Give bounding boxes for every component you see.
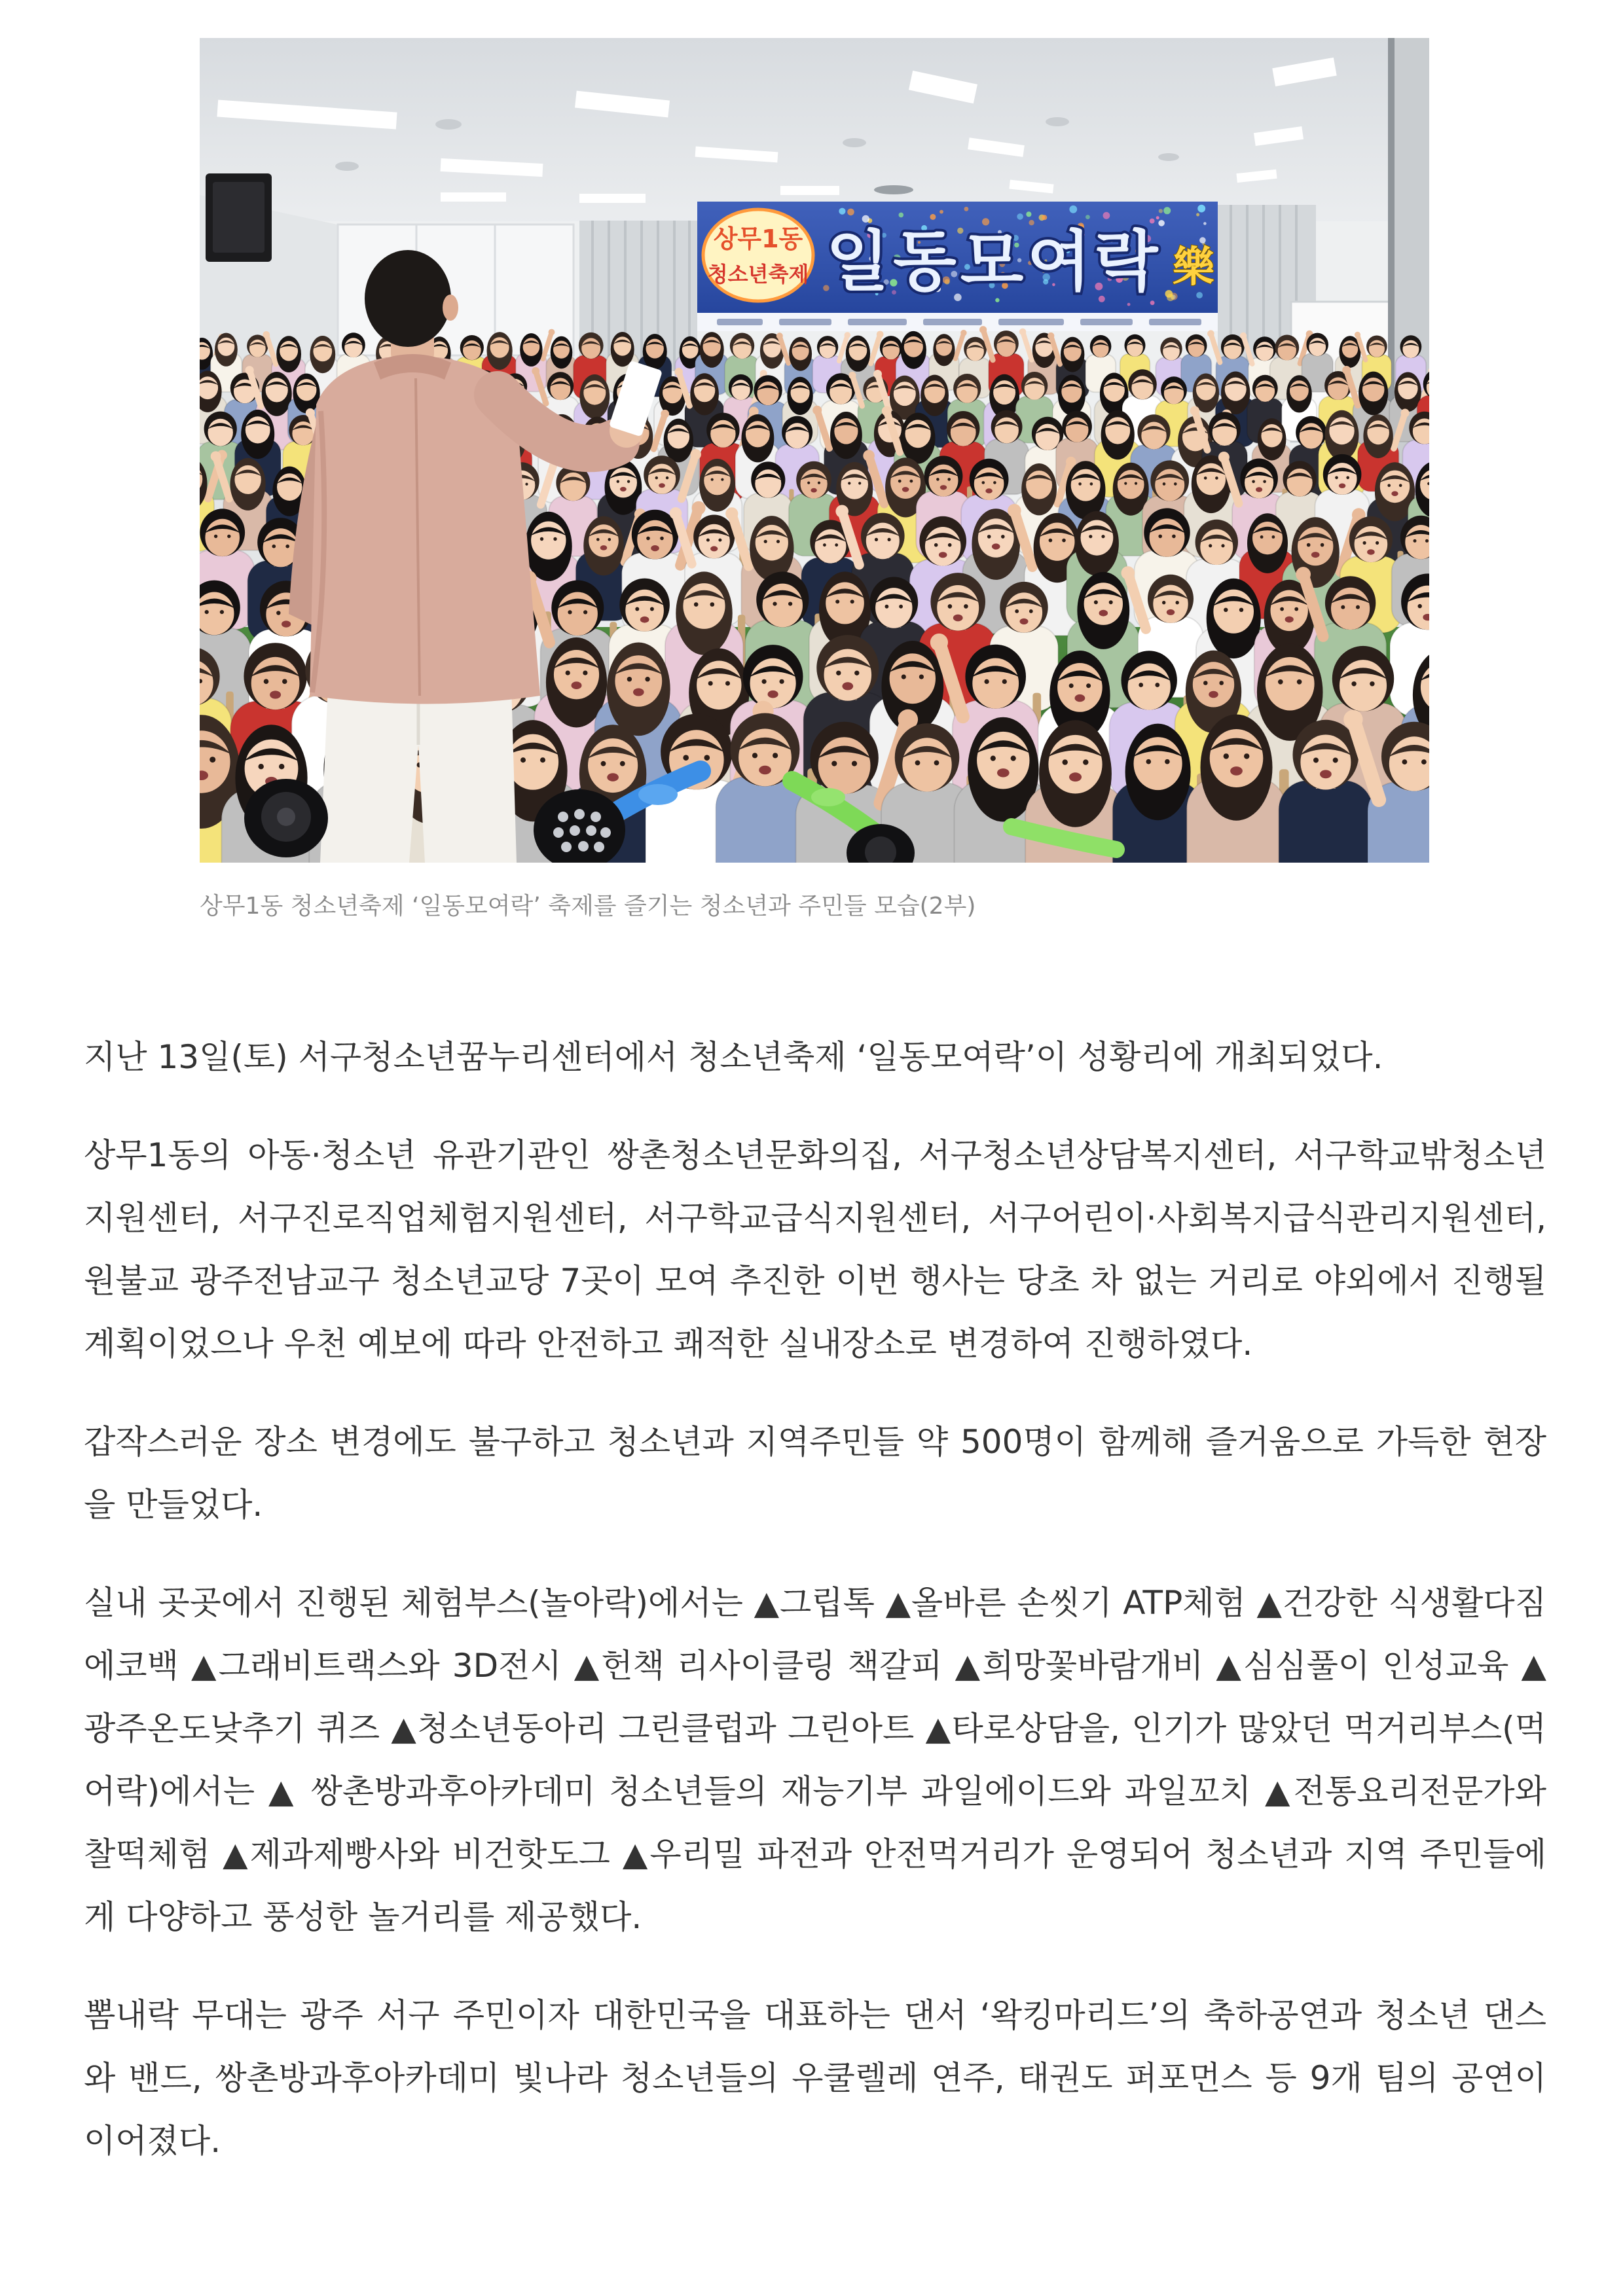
confetti-dot	[1159, 209, 1163, 213]
confetti-dot	[1196, 292, 1203, 298]
confetti-dot	[1203, 222, 1207, 225]
confetti-dot	[964, 207, 969, 211]
festival-photo	[200, 38, 1429, 863]
confetti-dot	[1085, 215, 1090, 219]
article-photo	[200, 38, 1429, 863]
confetti-dot	[1156, 216, 1159, 219]
stage-light	[244, 779, 328, 857]
confetti-dot	[1103, 212, 1110, 219]
sponsor-logos	[717, 319, 1201, 325]
confetti-dot	[1196, 213, 1199, 217]
banner-badge	[703, 209, 813, 301]
presenter-head	[365, 250, 451, 347]
confetti-dot	[1026, 211, 1031, 217]
confetti-dot	[862, 215, 869, 223]
confetti-dot	[1042, 215, 1047, 220]
banner-badge-line2: 청소년축제	[707, 262, 809, 287]
banner-title: 일동모여락	[826, 223, 1162, 300]
paragraph: 지난 13일(토) 서구청소년꿈누리센터에서 청소년축제 ‘일동모여락’이 성황리에 개최되었다.	[84, 1038, 1383, 1076]
confetti-dot	[1197, 205, 1205, 213]
confetti-dot	[1167, 294, 1174, 301]
confetti-dot	[939, 210, 943, 214]
confetti-dot	[1127, 303, 1131, 306]
confetti-dot	[1163, 207, 1171, 214]
confetti-dot	[1069, 206, 1077, 213]
banner-badge-line1: 상무1동	[713, 224, 803, 253]
confetti-dot	[930, 214, 936, 220]
paragraph: 실내 곳곳에서 진행된 체험부스(놀아락)에서는 ▲그립톡 ▲올바른 손씻기 ATP체험 ▲건강한 식생활다짐 에코백 ▲그래비트랙스와 3D전시 ▲헌책 리사이클링 책갈피 ▲희망꽃바람개비 ▲심심풀이 인성교육 ▲광주온도낮추기 퀴즈 ▲청소년동아리 그린클럽과 그린아트 ▲타로상담을, 인기가 많았던 먹거리부스(먹어락)에서는 ▲ 쌍촌방과후아카데미 청소년들의 재능기부 과일에이드와 과일꼬치 ▲전통요리전문가와 찰떡체험 ▲제과제빵사와 비건핫도그 ▲우리밀 파전과 안전먹거리가 운영되어 청소년과 지역 주민들에게 다양하고 풍성한 놀거리를 제공했다.	[84, 1584, 1546, 1936]
confetti-dot	[899, 213, 904, 218]
confetti-dot	[1199, 237, 1206, 243]
article-body	[84, 1026, 1546, 2208]
confetti-dot	[1017, 213, 1023, 220]
banner-hanja: 樂	[1173, 243, 1214, 292]
wall-speaker	[206, 173, 272, 262]
event-banner	[697, 202, 1218, 331]
paragraph: 갑작스러운 장소 변경에도 불구하고 청소년과 지역주민들 약 500명이 함께해 즐거움으로 가득한 현장을 만들었다.	[84, 1423, 1546, 1524]
confetti-dot	[847, 209, 854, 216]
confetti-dot	[839, 208, 845, 215]
photo-caption: 상무1동 청소년축제 ‘일동모여락’ 축제를 즐기는 청소년과 주민들 모습(2부)	[200, 893, 976, 920]
paragraph: 뽐내락 무대는 광주 서구 주민이자 대한민국을 대표하는 댄서 ‘왁킹마리드’의 축하공연과 청소년 댄스와 밴드, 쌍촌방과후아카데미 빛나라 청소년들의 우쿨렐레 연주, 태권도 퍼포먼스 등 9개 팀의 공연이 이어졌다.	[84, 1996, 1546, 2160]
confetti-dot	[1150, 300, 1155, 305]
paragraph: 상무1동의 아동·청소년 유관기관인 쌍촌청소년문화의집, 서구청소년상담복지센터, 서구학교밖청소년지원센터, 서구진로직업체험지원센터, 서구학교급식지원센터, 서구어린이·사회복지급식관리지원센터, 원불교 광주전남교구 청소년교당 7곳이 모여 추진한 이번 행사는 당초 차 없는 거리로 야외에서 진행될 계획이었으나 우천 예보에 따라 안전하고 쾌적한 실내장소로 변경하여 진행하였다.	[84, 1136, 1546, 1363]
